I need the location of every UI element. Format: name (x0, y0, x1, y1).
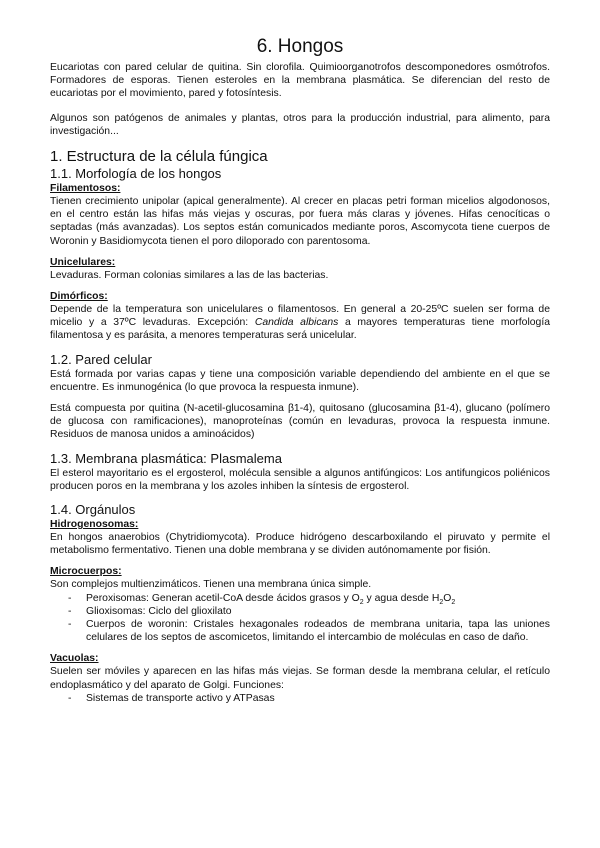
peroxisomas-text-c: O (443, 592, 452, 604)
paragraph-pared-2: Está compuesta por quitina (N-acetil-glucosamina β1-4), quitosano (glucosamina β1-4), glucano (polímero de glucosa con ramificaciones), manoproteínas (común en levaduras, provoca la respuesta inmune. Residuos de manosa unidos a aminoácidos) (50, 403, 550, 441)
dimorficos-text-b: a mayores temperaturas tiene morfología filamentosa y es parásita, a menores temperaturas será unicelular. (50, 317, 550, 342)
paragraph-filamentosos: Tienen crecimiento unipolar (apical generalmente). Al crecer en placas petri forman micelios algodonosos, en el centro están las hifas más viejas y oscuras, por fuera más claras y jóvenes. Hifas cenocíticas o septadas (más avanzadas). Los septos están comunicados mediante poros, Ascomycota tiene cuerpos de Woronin y Basidiomycota tienen el poro diloporado con parentosoma. (50, 196, 550, 247)
paragraph-hidrogenosomas: En hongos anaerobios (Chytridiomycota). Produce hidrógeno descarboxilando el piruvato y permite el metabolismo fermentativo. Tienen una doble membrana y se dividen autónomamente por fisión. (50, 532, 550, 557)
peroxisomas-text-a: Peroxisomas: Generan acetil-CoA desde ácidos grasos y O (86, 592, 360, 604)
paragraph-unicelulares: Levaduras. Forman colonias similares a las de las bacterias. (50, 269, 329, 281)
label-dimorficos: Dimórficos: (50, 291, 108, 303)
paragraph-membrana: El esterol mayoritario es el ergosterol, molécula sensible a algunos antifúngicos: Los antifungicos poliénicos producen poros en la membrana y los azoles inhiben la síntesis de ergosterol. (50, 467, 550, 492)
paragraph-microcuerpos: Son complejos multienzimáticos. Tienen una membrana única simple. (50, 579, 372, 591)
list-item-glioxisomas: - Glioxisomas: Ciclo del glioxilato (68, 605, 550, 618)
intro-paragraph: Eucariotas con pared celular de quitina. Sin clorofila. Quimioorganotrofos descomponedores osmótrofos. Formadores de esporas. Tienen esteroles en la membrana plasmática. Se diferencian del resto de eucariotas por el movimiento, pared y fotosíntesis. (50, 62, 550, 100)
subsection-heading-membrana: 1.3. Membrana plasmática: Plasmalema (50, 450, 282, 466)
microcuerpos-list (50, 592, 550, 645)
intro-paragraph-2: Algunos son patógenos de animales y plantas, otros para la producción industrial, para alimento, para investigación... (50, 112, 550, 137)
subsection-heading-organulos: 1.4. Orgánulos (50, 502, 136, 518)
label-vacuolas: Vacuolas: (50, 653, 99, 665)
list-item-transporte: - Sistemas de transporte activo y ATPasas (68, 692, 550, 705)
paragraph-dimorficos (50, 303, 550, 343)
label-unicelulares: Unicelulares: (50, 256, 116, 268)
document-page (50, 36, 550, 705)
species-name: Candida albicans (254, 317, 339, 329)
subscript: 2 (359, 598, 364, 606)
subscript: 2 (439, 598, 444, 606)
label-microcuerpos: Microcuerpos: (50, 566, 122, 578)
subsection-heading-pared: 1.2. Pared celular (50, 351, 152, 367)
vacuolas-list (50, 692, 550, 705)
section-heading-estructura: 1. Estructura de la célula fúngica (50, 148, 268, 166)
list-item-woronin: - Cuerpos de woronin: Cristales hexagonales rodeados de membrana unitaria, tapa las uniones celulares de los septos de ascomicetos, limitando el intercambio de moléculas en caso de daño. (68, 618, 550, 644)
paragraph-vacuolas: Suelen ser móviles y aparecen en las hifas más viejas. Se forman desde la membrana celular, el retículo endoplasmático y del aparato de Golgi. Funciones: (50, 666, 550, 691)
paragraph-pared-1: Está formada por varias capas y tiene una composición variable dependiendo del ambiente en el que se encuentre. Es inmunogénica (lo que provoca la respuesta inmune). (50, 368, 550, 393)
label-filamentosos: Filamentosos: (50, 183, 121, 195)
list-item-peroxisomas (68, 592, 550, 605)
subsection-heading-morfologia: 1.1. Morfología de los hongos (50, 166, 222, 182)
label-hidrogenosomas: Hidrogenosomas: (50, 519, 139, 531)
peroxisomas-text-b: y agua desde H (363, 592, 440, 604)
subscript: 2 (451, 598, 456, 606)
page-title: 6. Hongos (256, 36, 344, 57)
dimorficos-text-a: Depende de la temperatura son unicelulares o filamentosos. En general a 20-25ºC suelen ser forma de micelio y a 37ºC levaduras. Excepción: (50, 304, 550, 329)
